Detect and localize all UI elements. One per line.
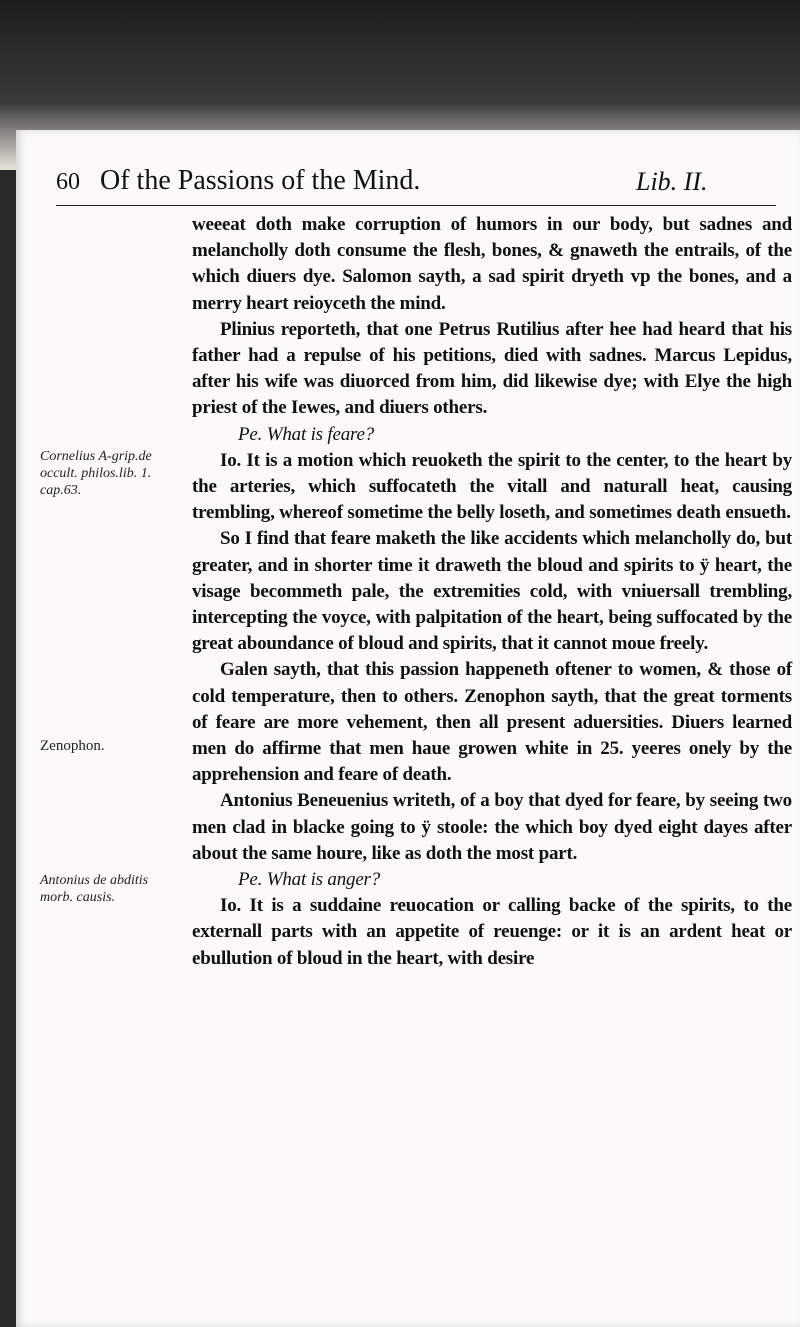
paragraph: weeeat doth make corruption of humors in our body, but sadnes and melancholly doth consume the flesh, bones, & gnaweth the entrails, of the which diuers dye. Salomon sayth, a sad spirit dryeth vp the bones, and a merry heart reioyceth the mind. bbox=[192, 214, 792, 314]
body-text bbox=[192, 212, 792, 972]
paragraph: Io. It is a suddaine reuocation or calling backe of the spirits, to the externall parts with an appetite of reuenge: or it is an ardent heat or ebullution of bloud in the heart, with desire bbox=[192, 895, 792, 969]
paragraph: Io. It is a motion which reuoketh the spirit to the center, to the heart by the arteries, which suffocateth the vitall and naturall heat, causing trembling, whereof sometime the belly loseth, and sometimes death ensueth. bbox=[192, 449, 792, 524]
book-page bbox=[16, 130, 800, 1327]
speaker-line bbox=[192, 867, 792, 893]
paragraph: So I find that feare maketh the like accidents which melancholly do, but greater, and in shorter time it draweth the bloud and spirits to ÿ heart, the visage becommeth pale, the extremities cold, with vniuersall trembling, intercepting the voyce, with palpitation of the heart, being suffocated by the great aboundance of bloud and spirits, that it cannot moue freely. bbox=[192, 528, 792, 655]
page-number: 60 bbox=[56, 169, 80, 195]
running-head: Of the Passions of the Mind. bbox=[100, 165, 421, 196]
page-header bbox=[56, 165, 776, 206]
paragraph: Galen sayth, that this passion happeneth oftener to women, & those of cold temperature, then to others. Zenophon sayth, that the great torments of feare are more vehement, then all present aduersities. Diuers learned men do affirme that men haue growen white in 25. yeeres onely by the apprehension and feare of death. bbox=[192, 659, 792, 786]
paragraph: Antonius Beneuenius writeth, of a boy that dyed for feare, by seeing two men clad in blacke going to ÿ stoole: the which boy dyed eight dayes after about the same houre, like as doth the most part. bbox=[192, 790, 792, 864]
margin-note-agrippa: Cornelius A-grip.de occult. philos.lib. 1. cap.63. bbox=[40, 449, 152, 498]
margin-note-zenophon: Zenophon. bbox=[40, 738, 105, 754]
speaker-line bbox=[192, 422, 792, 448]
book-number: Lib. II. bbox=[636, 167, 708, 196]
question-line: Pe. What is feare? bbox=[238, 423, 375, 445]
margin-note-antonius: Antonius de abditis morb. causis. bbox=[40, 873, 149, 905]
paragraph: Plinius reporteth, that one Petrus Rutilius after hee had heard that his father had a repulse of his petitions, died with sadnes. Marcus Lepidus, after his wife was diuorced from him, did likewise dye; with Elye the high priest of the Iewes, and diuers others. bbox=[192, 318, 792, 419]
question-line: Pe. What is anger? bbox=[238, 869, 381, 891]
